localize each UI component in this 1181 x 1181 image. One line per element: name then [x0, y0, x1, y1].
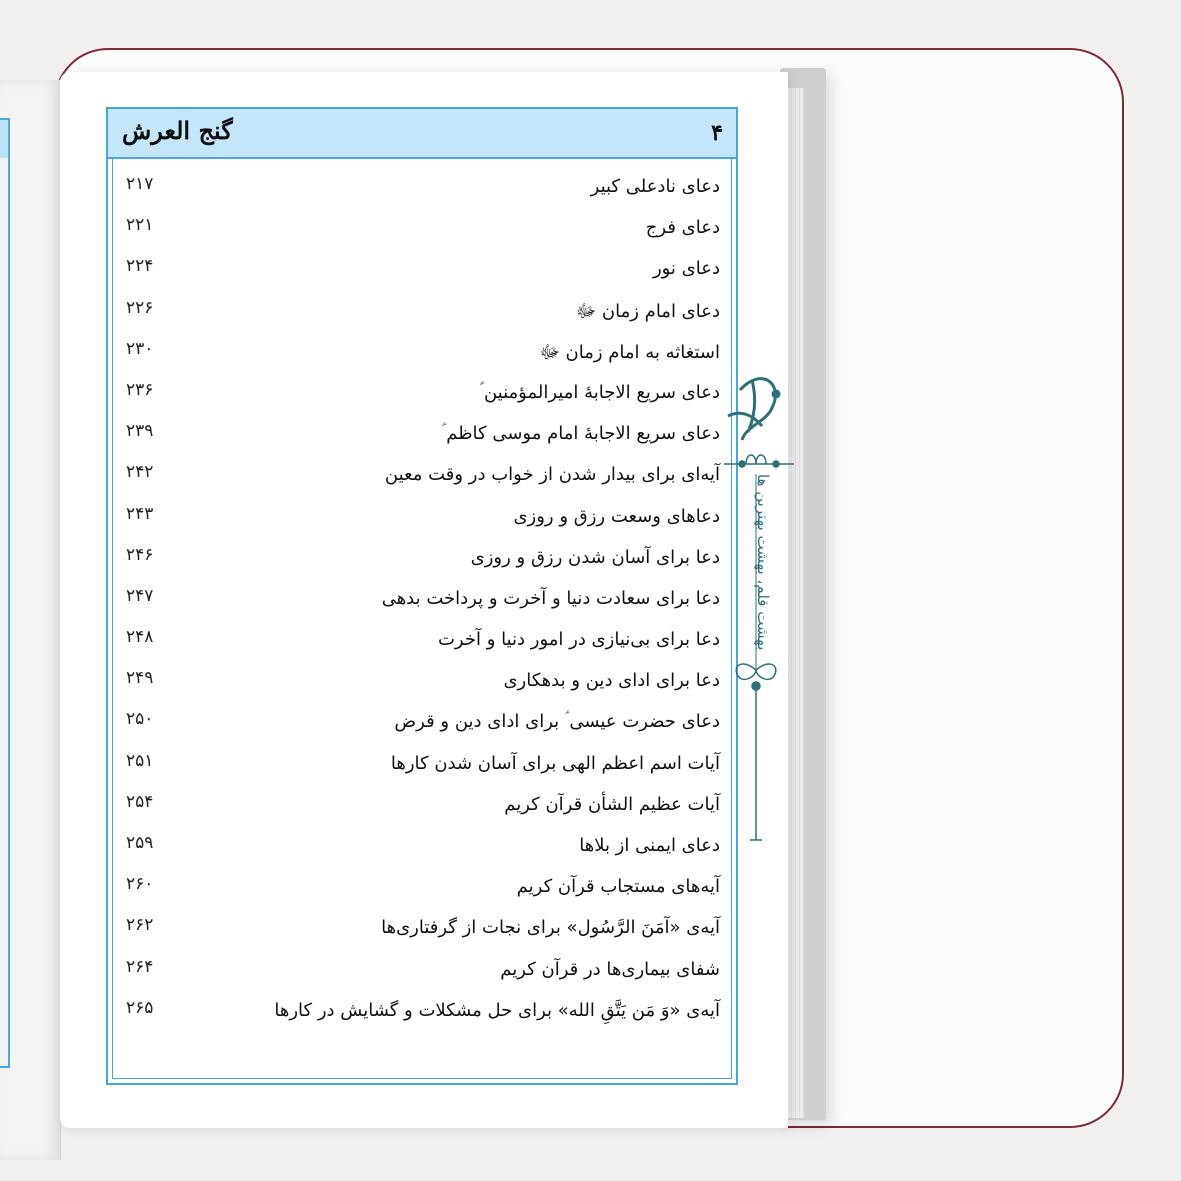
toc-entry-page: ۲۲۴ [126, 256, 154, 277]
toc-entry-title: دعای حضرت عیسی ؑ برای ادای دین و قرض [394, 711, 720, 733]
toc-entry-title: دعای نور [652, 258, 720, 280]
toc-entry-page: ۲۳۶ [126, 379, 154, 400]
toc-entry [120, 335, 720, 376]
toc-entry-title: آیه‌ی «آمَنَ الرَّسُول» برای نجات از گرفتاری‌ها [381, 917, 720, 939]
toc-entry-page: ۲۴۸ [126, 627, 154, 648]
toc-entry [120, 994, 720, 1035]
toc-entry-title: دعاهای وسعت رزق و روزی [513, 505, 720, 527]
bookmark-ornament-bottom-icon [736, 664, 776, 840]
toc-entry [120, 252, 720, 293]
toc-entry-title: دعا برای آسان شدن رزق و روزی [470, 546, 720, 568]
toc-entry-page: ۲۵۹ [126, 833, 154, 853]
toc-entry-title: آیات عظیم الشأن قرآن کریم [504, 793, 720, 815]
toc-entry-page: ۲۳۹ [126, 421, 154, 442]
toc-entry-page: ۲۶۲ [126, 915, 154, 936]
toc-entry-page: ۲۲۶ [126, 297, 154, 318]
toc-entry-page: ۲۴۳ [126, 503, 154, 524]
toc-entry [120, 170, 720, 211]
bookmark-logo-icon [728, 379, 779, 440]
toc-entry [120, 500, 720, 541]
toc-entry-title: آیه‌های مستجاب قرآن کریم [516, 876, 720, 898]
toc-entry [120, 788, 720, 829]
toc-entry-title: دعای نادعلی کبیر [590, 176, 720, 197]
toc-entry [120, 705, 720, 746]
toc-entry [120, 458, 720, 499]
bookmark-ornament-top-icon [724, 455, 794, 467]
toc-entry [120, 623, 720, 664]
page-number: ۴ [711, 120, 723, 146]
toc-entry [120, 211, 720, 252]
toc-entry-page: ۲۲۱ [126, 215, 154, 236]
toc-entry-page: ۲۴۹ [126, 668, 154, 689]
toc-entry [120, 376, 720, 417]
toc-entry-page: ۲۵۰ [126, 709, 154, 730]
toc-entry [120, 953, 720, 994]
toc-entry [120, 870, 720, 911]
bookmark-ornament [722, 370, 796, 850]
toc-entry-page: ۲۶۰ [126, 874, 154, 895]
toc-entry-page: ۲۴۶ [126, 544, 154, 565]
book-title: گنج العرش [122, 116, 233, 145]
toc-entry-title: دعای سریع الاجابهٔ امام موسی کاظم ؑ [441, 423, 720, 445]
toc-entry-title: دعا برای ادای دین و بدهکاری [503, 670, 720, 692]
toc-entry [120, 294, 720, 335]
toc-entry-title: دعای فرج [645, 217, 720, 239]
toc-entry-title: دعا برای بی‌نیازی در امور دنیا و آخرت [437, 629, 720, 651]
toc-entry-title: دعای ایمنی از بلاها [579, 835, 720, 856]
toc-entry-page: ۲۶۴ [126, 956, 154, 977]
table-of-contents [120, 170, 720, 1035]
toc-entry-title: دعای امام زمان ﷻ [575, 300, 720, 322]
left-page-frame [0, 118, 10, 1068]
toc-entry [120, 582, 720, 623]
bookmark-text: بهشت قلم، بهشت بهترین ها [754, 474, 772, 651]
toc-entry-title: آیه‌ای برای بیدار شدن از خواب در وقت معین [384, 464, 720, 486]
toc-entry-page: ۲۱۷ [126, 174, 154, 194]
toc-entry-title: آیات اسم اعظم الهی برای آسان شدن کارها [390, 752, 720, 774]
toc-entry-page: ۲۶۵ [126, 997, 154, 1018]
toc-entry-page: ۲۴۷ [126, 585, 154, 606]
toc-entry-title: استغاثه به امام زمان ﷻ [539, 341, 720, 363]
toc-entry [120, 747, 720, 788]
toc-entry-page: ۲۵۴ [126, 791, 154, 812]
toc-entry [120, 664, 720, 705]
toc-entry [120, 417, 720, 458]
toc-entry [120, 829, 720, 870]
toc-entry-page: ۲۴۲ [126, 462, 154, 483]
toc-entry-title: دعای سریع الاجابهٔ امیرالمؤمنین ؑ [479, 381, 720, 403]
toc-entry-page: ۲۳۰ [126, 338, 154, 359]
toc-entry-page: ۲۵۱ [126, 750, 154, 771]
toc-entry [120, 911, 720, 952]
toc-entry-title: شفای بیماری‌ها در قرآن کریم [500, 958, 720, 980]
toc-entry [120, 541, 720, 582]
toc-entry-title: دعا برای سعادت دنیا و آخرت و پرداخت بدهی [381, 587, 720, 609]
toc-entry-title: آیه‌ی «وَ مَن یَتَّقِ الله» برای حل مشکلات و گشایش در کارها [274, 999, 720, 1021]
